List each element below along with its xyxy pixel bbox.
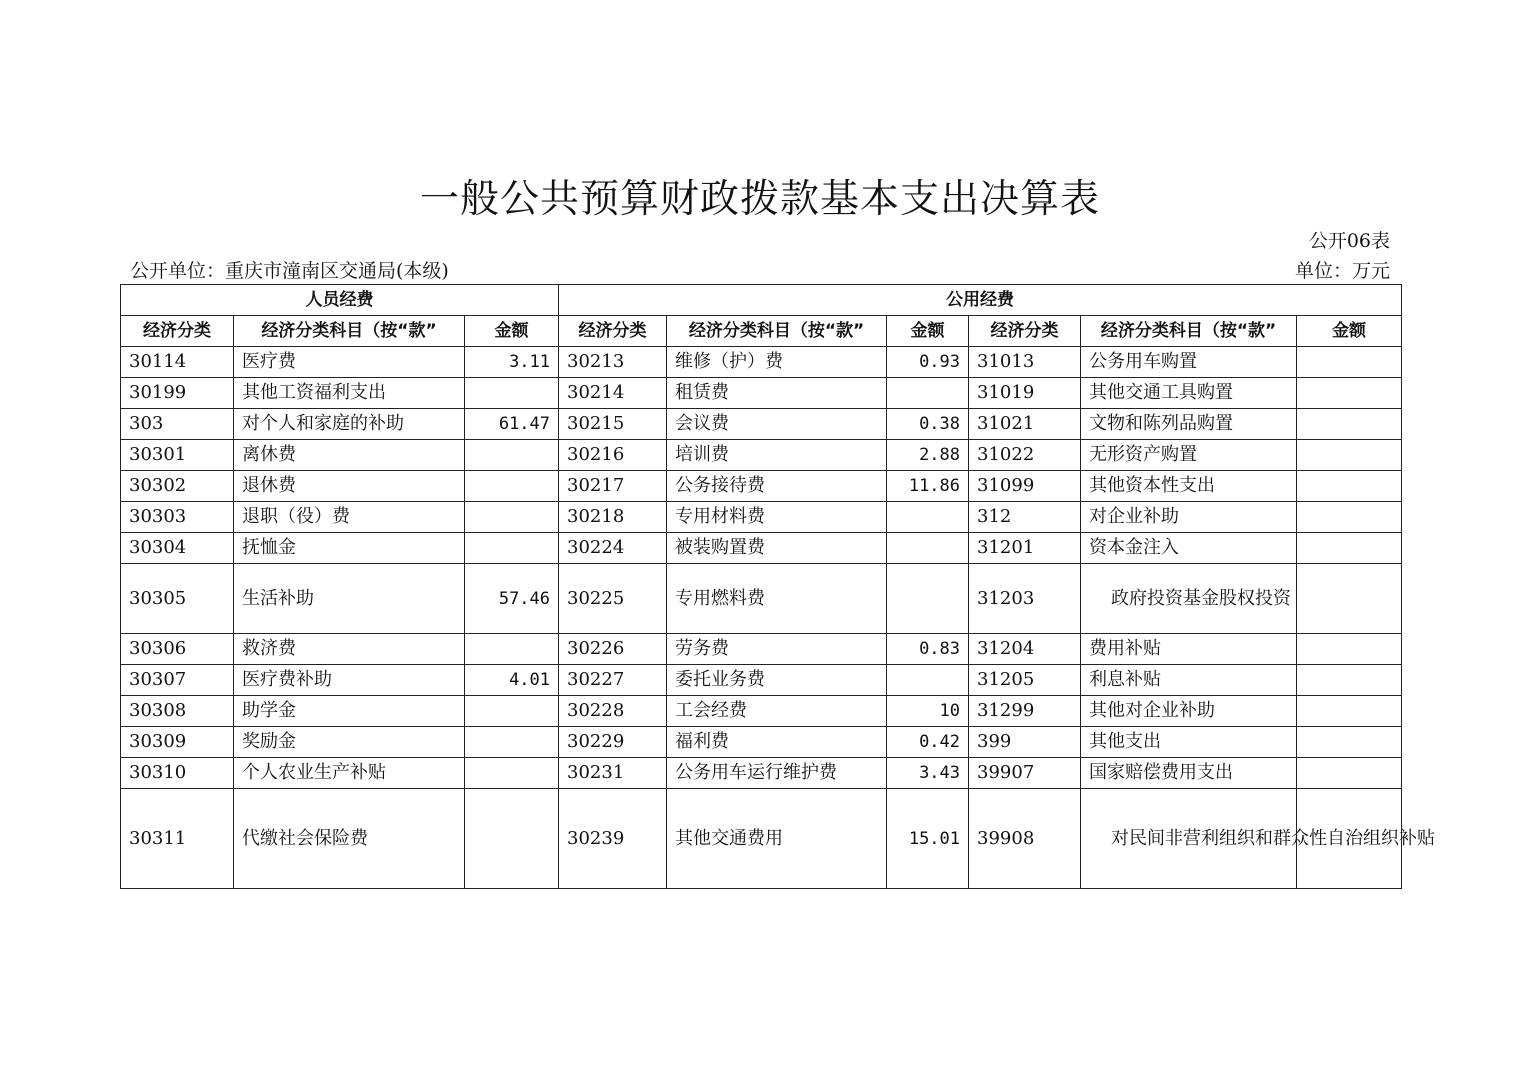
- econ-subject-1: 医疗费补助: [234, 665, 465, 696]
- econ-code-2: 30213: [559, 347, 667, 378]
- amount-2: [887, 502, 969, 533]
- econ-subject-2: 培训费: [667, 440, 887, 471]
- amount-2: 0.93: [887, 347, 969, 378]
- econ-subject-1: 对个人和家庭的补助: [234, 409, 465, 440]
- amount-3: [1297, 471, 1402, 502]
- econ-code-2: 30239: [559, 789, 667, 889]
- econ-code-1: 30303: [121, 502, 234, 533]
- amount-1: 57.46: [465, 564, 559, 634]
- amount-1: [465, 502, 559, 533]
- col-code-2: 经济分类: [559, 316, 667, 347]
- econ-subject-2: 专用材料费: [667, 502, 887, 533]
- col-subject-2: 经济分类科目（按“款”: [667, 316, 887, 347]
- econ-subject-3: 其他支出: [1081, 727, 1297, 758]
- col-code-1: 经济分类: [121, 316, 234, 347]
- econ-code-2: 30214: [559, 378, 667, 409]
- amount-2: 0.38: [887, 409, 969, 440]
- econ-code-3: 39908: [969, 789, 1081, 889]
- econ-subject-2: 劳务费: [667, 634, 887, 665]
- col-amount-1: 金额: [465, 316, 559, 347]
- amount-3: [1297, 440, 1402, 471]
- amount-2: 3.43: [887, 758, 969, 789]
- econ-subject-1: 抚恤金: [234, 533, 465, 564]
- econ-code-2: 30231: [559, 758, 667, 789]
- amount-1: [465, 634, 559, 665]
- econ-code-3: 31022: [969, 440, 1081, 471]
- column-header-row: [121, 316, 1402, 347]
- econ-code-1: 30114: [121, 347, 234, 378]
- amount-3: [1297, 378, 1402, 409]
- reporting-unit: 公开单位：重庆市潼南区交通局(本级): [130, 260, 449, 282]
- group-personnel: 人员经费: [121, 285, 559, 316]
- amount-1: [465, 727, 559, 758]
- amount-3: [1297, 665, 1402, 696]
- econ-subject-2: 公务用车运行维护费: [667, 758, 887, 789]
- econ-subject-2: 维修（护）费: [667, 347, 887, 378]
- econ-code-1: 303: [121, 409, 234, 440]
- amount-3: [1297, 502, 1402, 533]
- econ-code-1: 30305: [121, 564, 234, 634]
- expenditure-table: [120, 284, 1436, 889]
- table-row: [121, 440, 1402, 471]
- econ-code-1: 30306: [121, 634, 234, 665]
- group-public: 公用经费: [559, 285, 1402, 316]
- econ-subject-3: 其他资本性支出: [1081, 471, 1297, 502]
- amount-2: [887, 533, 969, 564]
- econ-subject-3: 资本金注入: [1081, 533, 1297, 564]
- table-row: [121, 564, 1402, 634]
- econ-subject-1: 救济费: [234, 634, 465, 665]
- col-subject-3: 经济分类科目（按“款”: [1081, 316, 1297, 347]
- amount-1: [465, 758, 559, 789]
- econ-code-3: 31019: [969, 378, 1081, 409]
- econ-subject-1: 离休费: [234, 440, 465, 471]
- econ-code-1: 30308: [121, 696, 234, 727]
- econ-subject-3: 其他对企业补助: [1081, 696, 1297, 727]
- econ-subject-1: 个人农业生产补贴: [234, 758, 465, 789]
- amount-1: 4.01: [465, 665, 559, 696]
- econ-code-3: 31203: [969, 564, 1081, 634]
- econ-code-3: 312: [969, 502, 1081, 533]
- econ-code-3: 31299: [969, 696, 1081, 727]
- amount-2: 10: [887, 696, 969, 727]
- amount-2: 2.88: [887, 440, 969, 471]
- table-row: [121, 347, 1402, 378]
- table-row: [121, 378, 1402, 409]
- econ-code-3: 31204: [969, 634, 1081, 665]
- table-row: [121, 634, 1402, 665]
- econ-code-3: 31205: [969, 665, 1081, 696]
- econ-subject-3: 费用补贴: [1081, 634, 1297, 665]
- table-row: [121, 409, 1402, 440]
- table-row: [121, 665, 1402, 696]
- econ-code-1: 30301: [121, 440, 234, 471]
- econ-code-1: 30311: [121, 789, 234, 889]
- amount-3: [1297, 533, 1402, 564]
- econ-subject-2: 其他交通费用: [667, 789, 887, 889]
- group-header-row: [121, 285, 1402, 316]
- econ-subject-3: 无形资产购置: [1081, 440, 1297, 471]
- econ-code-2: 30217: [559, 471, 667, 502]
- amount-3: [1297, 409, 1402, 440]
- econ-code-1: 30307: [121, 665, 234, 696]
- econ-subject-1: 助学金: [234, 696, 465, 727]
- amount-3: [1297, 758, 1402, 789]
- econ-code-3: 39907: [969, 758, 1081, 789]
- table-row: [121, 471, 1402, 502]
- econ-subject-3: 其他交通工具购置: [1081, 378, 1297, 409]
- econ-subject-1: 生活补助: [234, 564, 465, 634]
- table-row: [121, 533, 1402, 564]
- amount-1: 3.11: [465, 347, 559, 378]
- econ-subject-2: 公务接待费: [667, 471, 887, 502]
- econ-subject-3: 公务用车购置: [1081, 347, 1297, 378]
- amount-2: [887, 378, 969, 409]
- econ-subject-1: 其他工资福利支出: [234, 378, 465, 409]
- econ-subject-2: 会议费: [667, 409, 887, 440]
- econ-subject-2: 专用燃料费: [667, 564, 887, 634]
- amount-2: 11.86: [887, 471, 969, 502]
- table-row: [121, 727, 1402, 758]
- econ-code-2: 30216: [559, 440, 667, 471]
- econ-subject-3: 国家赔偿费用支出: [1081, 758, 1297, 789]
- econ-code-2: 30228: [559, 696, 667, 727]
- econ-code-3: 31013: [969, 347, 1081, 378]
- econ-code-3: 31201: [969, 533, 1081, 564]
- econ-code-3: 31021: [969, 409, 1081, 440]
- econ-code-1: 30199: [121, 378, 234, 409]
- amount-1: [465, 789, 559, 889]
- table-row: [121, 758, 1402, 789]
- amount-1: [465, 533, 559, 564]
- econ-subject-3: 政府投资基金股权投资: [1081, 564, 1297, 634]
- col-code-3: 经济分类: [969, 316, 1081, 347]
- amount-2: [887, 665, 969, 696]
- econ-code-2: 30227: [559, 665, 667, 696]
- econ-subject-3: 利息补贴: [1081, 665, 1297, 696]
- econ-code-3: 31099: [969, 471, 1081, 502]
- econ-code-2: 30224: [559, 533, 667, 564]
- amount-2: 15.01: [887, 789, 969, 889]
- econ-code-1: 30309: [121, 727, 234, 758]
- econ-subject-2: 租赁费: [667, 378, 887, 409]
- econ-subject-3: 文物和陈列品购置: [1081, 409, 1297, 440]
- econ-code-2: 30215: [559, 409, 667, 440]
- econ-code-2: 30229: [559, 727, 667, 758]
- econ-code-1: 30304: [121, 533, 234, 564]
- econ-subject-1: 奖励金: [234, 727, 465, 758]
- table-row: [121, 789, 1402, 889]
- amount-1: [465, 378, 559, 409]
- amount-1: 61.47: [465, 409, 559, 440]
- amount-2: 0.42: [887, 727, 969, 758]
- econ-code-2: 30226: [559, 634, 667, 665]
- amount-3: [1297, 727, 1402, 758]
- amount-3: [1297, 634, 1402, 665]
- econ-subject-2: 委托业务费: [667, 665, 887, 696]
- econ-subject-1: 退休费: [234, 471, 465, 502]
- amount-1: [465, 696, 559, 727]
- table-row: [121, 696, 1402, 727]
- econ-code-1: 30310: [121, 758, 234, 789]
- col-amount-3: 金额: [1297, 316, 1402, 347]
- amount-1: [465, 471, 559, 502]
- amount-3: [1297, 347, 1402, 378]
- amount-1: [465, 440, 559, 471]
- econ-code-1: 30302: [121, 471, 234, 502]
- form-number: 公开06表: [1308, 230, 1390, 252]
- amount-3: [1297, 696, 1402, 727]
- econ-subject-2: 工会经费: [667, 696, 887, 727]
- currency-unit: 单位：万元: [1294, 260, 1390, 282]
- econ-code-2: 30225: [559, 564, 667, 634]
- econ-subject-3: 对民间非营利组织和群众性自治组织补贴: [1081, 789, 1297, 889]
- econ-subject-1: 代缴社会保险费: [234, 789, 465, 889]
- amount-2: 0.83: [887, 634, 969, 665]
- econ-subject-3: 对企业补助: [1081, 502, 1297, 533]
- econ-code-2: 30218: [559, 502, 667, 533]
- econ-subject-1: 退职（役）费: [234, 502, 465, 533]
- econ-subject-2: 被装购置费: [667, 533, 887, 564]
- page-title: 一般公共预算财政拨款基本支出决算表: [419, 177, 1100, 222]
- amount-3: [1297, 564, 1402, 634]
- col-amount-2: 金额: [887, 316, 969, 347]
- table-row: [121, 502, 1402, 533]
- amount-2: [887, 564, 969, 634]
- col-subject-1: 经济分类科目（按“款”: [234, 316, 465, 347]
- econ-subject-1: 医疗费: [234, 347, 465, 378]
- econ-subject-2: 福利费: [667, 727, 887, 758]
- econ-code-3: 399: [969, 727, 1081, 758]
